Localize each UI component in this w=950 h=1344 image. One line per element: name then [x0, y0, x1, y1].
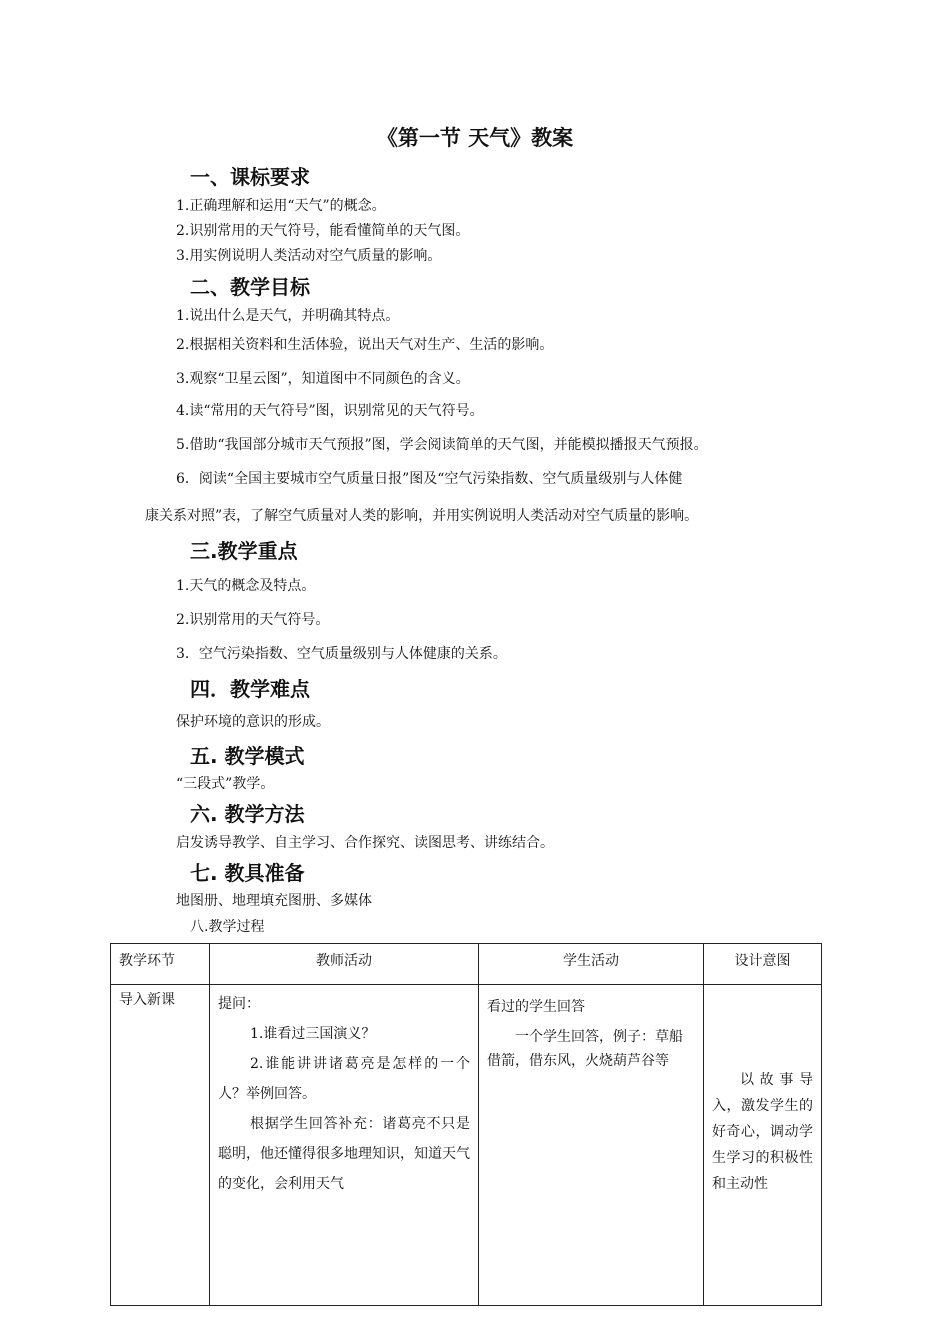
- list-item: 1.正确理解和运用“天气”的概念。: [176, 198, 386, 214]
- intent-text: 以故事导入，激发学生的好奇心，调动学生学习的积极性和主动性: [712, 1072, 813, 1192]
- list-item: 4.读“常用的天气符号”图，识别常见的天气符号。: [176, 403, 484, 419]
- section-heading-6: 六. 教学方法: [190, 802, 305, 826]
- section-heading-8: 八.教学过程: [190, 919, 265, 935]
- list-item: 2.识别常用的天气符号，能看懂简单的天气图。: [176, 223, 470, 239]
- student-cell: [479, 985, 704, 1306]
- header-student: 学生活动: [479, 944, 704, 985]
- teacher-line: 根据学生回答补充：诸葛亮不只是聪明，他还懂得很多地理知识，知道天气的变化，会利用天气: [218, 1116, 470, 1192]
- intent-cell: [704, 985, 822, 1306]
- list-item: 6．阅读“全国主要城市空气质量日报”图及“空气污染指数、空气质量级别与人体健: [176, 471, 683, 487]
- section-heading-4: 四．教学难点: [190, 677, 310, 701]
- section-text-6: 启发诱导教学、自主学习、合作探究、读图思考、讲练结合。: [176, 835, 554, 851]
- student-line: 一个学生回答，例子：草船借箭，借东风，火烧葫芦谷等: [487, 1029, 683, 1069]
- stage-text: 导入新课: [119, 992, 175, 1008]
- list-item: 3.用实例说明人类活动对空气质量的影响。: [176, 248, 442, 264]
- list-item: 3．空气污染指数、空气质量级别与人体健康的关系。: [176, 646, 507, 662]
- teacher-cell: [210, 985, 479, 1306]
- list-item: 2.根据相关资料和生活体验，说出天气对生产、生活的影响。: [176, 337, 554, 353]
- list-item: 3.观察“卫星云图”，知道图中不同颜色的含义。: [176, 371, 470, 387]
- teacher-line: 提问：: [218, 996, 260, 1012]
- teaching-process-table: [110, 943, 822, 1306]
- section-text-7: 地图册、地理填充图册、多媒体: [176, 893, 372, 909]
- section-heading-7: 七. 教具准备: [190, 861, 305, 885]
- section-heading-3: 三.教学重点: [190, 539, 298, 563]
- section-heading-1: 一、课标要求: [190, 165, 310, 189]
- section-heading-5: 五. 教学模式: [190, 744, 305, 768]
- header-teacher: 教师活动: [210, 944, 479, 985]
- table-row: [111, 985, 822, 1306]
- header-intent: 设计意图: [704, 944, 822, 985]
- list-item: 2.识别常用的天气符号。: [176, 612, 330, 628]
- list-item-continued: 康关系对照”表，了解空气质量对人类的影响，并用实例说明人类活动对空气质量的影响。: [145, 508, 699, 524]
- page-title: 《第一节 天气》教案: [376, 126, 574, 150]
- header-stage: 教学环节: [111, 944, 210, 985]
- section-text-5: “三段式”教学。: [176, 776, 275, 792]
- student-line: 看过的学生回答: [487, 999, 585, 1015]
- stage-cell: [111, 985, 210, 1306]
- section-text-4: 保护环境的意识的形成。: [176, 714, 330, 730]
- list-item: 1.说出什么是天气，并明确其特点。: [176, 308, 400, 324]
- section-heading-2: 二、教学目标: [190, 275, 310, 299]
- teacher-line: 2.谁能讲讲诸葛亮是怎样的一个人？举例回答。: [218, 1056, 470, 1102]
- teacher-line: 1.谁看过三国演义？: [250, 1026, 376, 1042]
- list-item: 1.天气的概念及特点。: [176, 578, 316, 594]
- table-header-row: [111, 944, 822, 985]
- list-item: 5.借助“我国部分城市天气预报”图，学会阅读简单的天气图，并能模拟播报天气预报。: [176, 437, 708, 453]
